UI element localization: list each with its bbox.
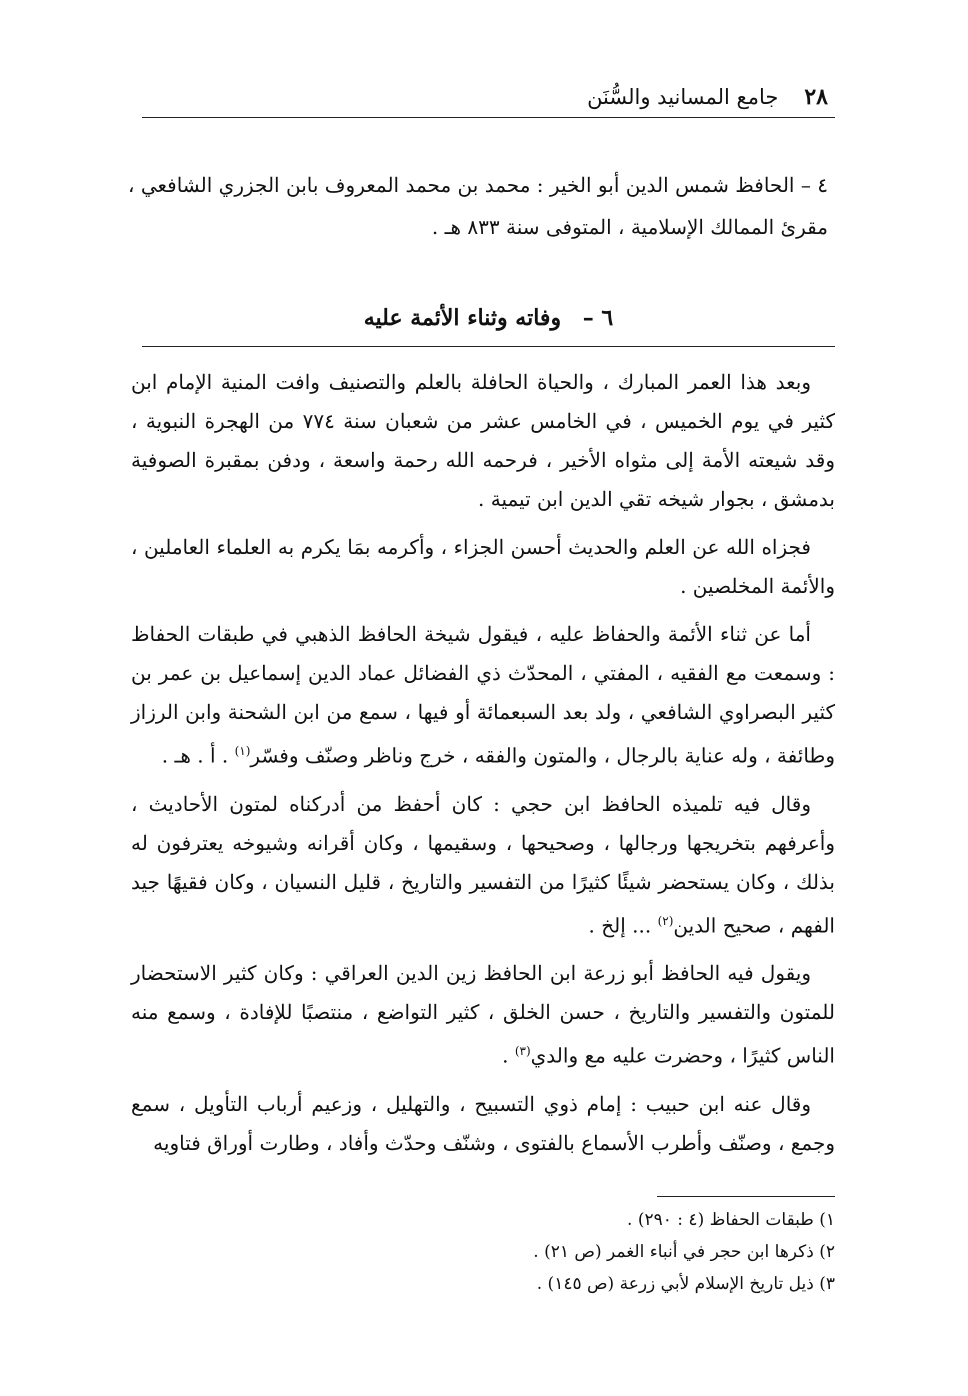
footnotes: [135, 1204, 835, 1300]
book-title: جامع المسانيد والسُّنَن: [587, 85, 779, 109]
paragraph-ibn-hijji-text: وقال فيه تلميذه الحافظ ابن حجي : كان أحفظ من أدركناه لمتون الأحاديث ، وأعرفهم بتخريجها ورجالها ، وصحيحها ، وسقيمها ، وكان أقرانه وشيوخه يعترفون له بذلك ، وكان يستحضر شيئًا كثيرًا من التفسير والتاريخ ، قليل النسيان ، وكان فقيهًا جيد الفهم ، صحيح الدين: [131, 791, 835, 938]
paragraph-prayer: فجزاه الله عن العلم والحديث أحسن الجزاء ، وأكرمه بمَا يكرم به العلماء العاملين ، والأئمة المخلصين .: [131, 535, 835, 598]
footnote-1: ١) طبقات الحفاظ (٤ : ٢٩٠) .: [627, 1210, 835, 1230]
header-rule: [142, 117, 835, 118]
section-heading: [142, 305, 835, 331]
paragraph-abu-zura-text: ويقول فيه الحافظ أبو زرعة ابن الحافظ زين الدين العراقي : وكان كثير الاستحضار للمتون والتفسير والتاريخ ، حسن الخلق ، كثير التواضع ، منتصبًا للإفادة ، وسمع منه الناس كثيرًا ، وحضرت عليه مع والدي: [131, 961, 835, 1068]
footnote-ref-1: (١): [234, 744, 251, 758]
section-rule: [142, 346, 835, 347]
section-title: وفاته وثناء الأئمة عليه: [363, 305, 562, 331]
page-number: ٢٨: [804, 84, 828, 110]
footnote-3: ٣) ذيل تاريخ الإسلام لأبي زرعة (ص ١٤٥) .: [536, 1274, 835, 1294]
footnote-2: ٢) ذكرها ابن حجر في أنباء الغمر (ص ٢١) .: [533, 1242, 835, 1262]
paragraph-death: وبعد هذا العمر المبارك ، والحياة الحافلة بالعلم والتصنيف وافت المنية الإمام ابن كثير في يوم الخميس ، في الخامس عشر من شعبان سنة ٧٧٤ من الهجرة النبوية ، وقد شيعته الأمة إلى مثواه الأخير ، فرحمه الله رحمة واسعة ، ودفن بمقبرة الصوفية بدمشق ، بجوار شيخه تقي الدين ابن تيمية .: [131, 370, 835, 511]
running-head: [128, 84, 828, 120]
body-text: [131, 363, 835, 1172]
paragraph-dhahabi: [131, 615, 835, 776]
paragraph-ibn-hijji-end: ... إلخ .: [588, 913, 658, 938]
paragraph-dhahabi-text: أما عن ثناء الأئمة والحفاظ عليه ، فيقول شيخة الحافظ الذهبي في طبقات الحفاظ : وسمعت مع الفقيه ، المفتي ، المحدّث ذي الفضائل عماد الدين إسماعيل بن عمر بن كثير البصراوي الشافعي ، ولد بعد السبعمائة أو فيها ، سمع من ابن الشحنة وابن الرزاز وطائفة ، وله عناية بالرجال ، والمتون والفقه ، خرج وناظر وصنّف وفسّر: [131, 622, 835, 768]
footnote-rule: [657, 1196, 835, 1197]
footnote-ref-2: (٢): [657, 913, 674, 928]
paragraph-ibn-hijji: [131, 785, 835, 946]
paragraph-abu-zura: [131, 954, 835, 1076]
entry-4: ٤ – الحافظ شمس الدين أبو الخير : محمد بن محمد المعروف بابن الجزري الشافعي ، مقرئ الممالك الإسلامية ، المتوفى سنة ٨٣٣ هـ .: [128, 173, 828, 239]
footnote-ref-3: (٣): [514, 1044, 531, 1059]
paragraph-dhahabi-end: . أ . هـ .: [161, 743, 235, 768]
paragraph-ibn-habib: وقال عنه ابن حبيب : إمام ذوي التسبيح ، والتهليل ، وزعيم أرباب التأويل ، سمع وجمع ، وصنّف وأطرب الأسماع بالفتوى ، وشنّف وحدّث وأفاد ، وطارت أوراق فتاويه: [131, 1091, 835, 1155]
section-number: ٦ –: [582, 305, 614, 331]
paragraph-abu-zura-end: .: [502, 1043, 515, 1068]
